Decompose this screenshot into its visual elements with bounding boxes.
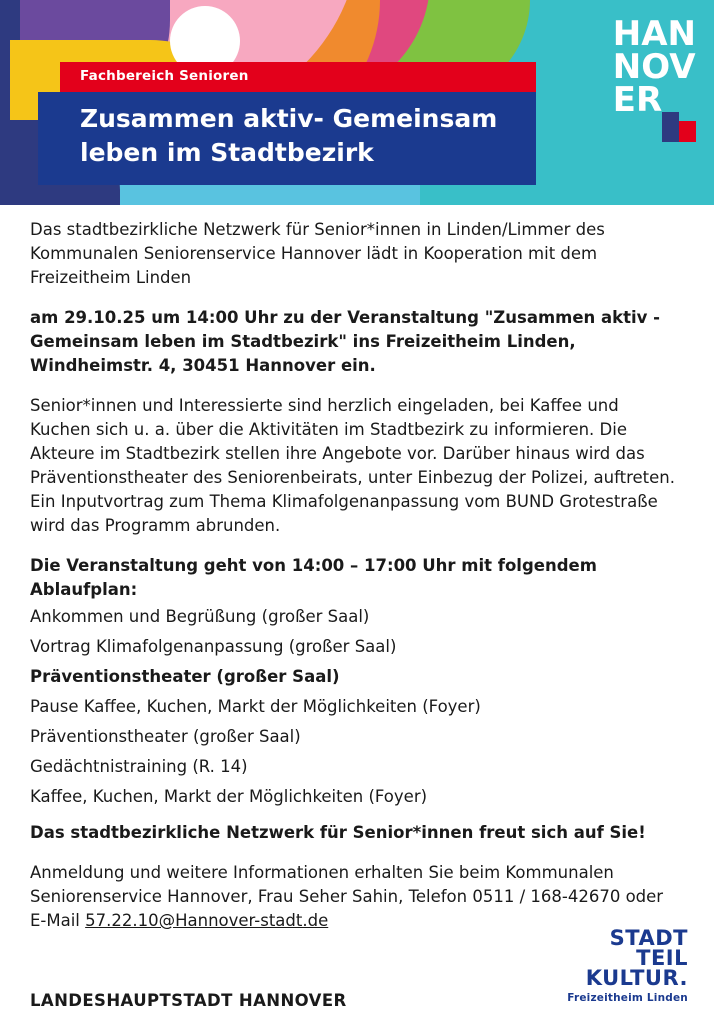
agenda-list <box>30 606 684 807</box>
document-body <box>30 218 684 949</box>
contact-text: Anmeldung und weitere Informationen erhalten Sie beim Kommunalen Seniorenservice Hannover, Frau Seher Sahin, Telefon 0511 / 168-42670 oder E-Mail <box>30 863 664 930</box>
hannover-logo-line-2: NOV <box>612 47 696 87</box>
hannover-logo-line-3: ER <box>612 80 663 120</box>
stadtteilkultur-line-3: KULTUR. <box>585 966 688 990</box>
agenda-item: Präventionstheater (großer Saal) <box>30 727 301 746</box>
stadtteilkultur-line-2: TEIL <box>636 946 688 970</box>
agenda-item: Vortrag Klimafolgenanpassung (großer Saal) <box>30 637 397 656</box>
closing-statement: Das stadtbezirkliche Netzwerk für Senior*innen freut sich auf Sie! <box>30 823 646 842</box>
category-band <box>60 62 536 92</box>
agenda-item: Ankommen und Begrüßung (großer Saal) <box>30 607 370 626</box>
agenda-heading: Die Veranstaltung geht von 14:00 – 17:00 Uhr mit folgendem Ablaufplan: <box>30 556 597 599</box>
event-details-paragraph: am 29.10.25 um 14:00 Uhr zu der Veranstaltung "Zusammen aktiv - Gemeinsam leben im Stadtbezirk" ins Freizeitheim Linden, Windheimstr. 4, 30451 Hannover ein. <box>30 308 661 375</box>
stadtteilkultur-line-1: STADT <box>609 926 688 950</box>
contact-paragraph <box>30 861 684 933</box>
intro-paragraph: Das stadtbezirkliche Netzwerk für Senior*innen in Linden/Limmer des Kommunalen Seniorenservice Hannover lädt in Kooperation mit dem Freizeitheim Linden <box>30 220 605 287</box>
page-title: Zusammen aktiv- Gemeinsam leben im Stadtbezirk <box>80 104 498 167</box>
agenda-item: Kaffee, Kuchen, Markt der Möglichkeiten (Foyer) <box>30 787 428 806</box>
logo-mark-blue-bar <box>662 112 679 142</box>
hannover-logo <box>612 14 696 120</box>
hannover-logo-line-1: HAN <box>612 14 696 54</box>
category-label: Fachbereich Senioren <box>80 68 249 84</box>
agenda-item: Pause Kaffee, Kuchen, Markt der Möglichkeiten (Foyer) <box>30 697 481 716</box>
stadtteilkultur-subtitle: Freizeitheim Linden <box>567 992 688 1004</box>
agenda-item <box>30 666 684 687</box>
city-footer-label: LANDESHAUPTSTADT HANNOVER <box>30 991 347 1010</box>
contact-email-link[interactable]: 57.22.10@Hannover-stadt.de <box>85 911 329 930</box>
hannover-logo-mark-icon <box>662 112 696 142</box>
agenda-item: Gedächtnistraining (R. 14) <box>30 757 248 776</box>
logo-mark-red-bar <box>679 121 696 142</box>
agenda-item-highlight: Präventionstheater (großer Saal) <box>30 667 340 686</box>
stadtteilkultur-logo <box>567 928 688 1004</box>
description-paragraph: Senior*innen und Interessierte sind herzlich eingeladen, bei Kaffee und Kuchen sich u. a. über die Aktivitäten im Stadtbezirk zu informieren. Die Akteure im Stadtbezirk stellen ihre Angebote vor. Darüber hinaus wird das Präventionstheater des Seniorenbeirats, unter Einbezug der Polizei, auftreten. Ein Inputvortrag zum Thema Klimafolgenanpassung vom BUND Grotestraße wird das Programm abrunden. <box>30 396 675 535</box>
title-band <box>38 92 536 185</box>
header-banner <box>0 0 714 205</box>
